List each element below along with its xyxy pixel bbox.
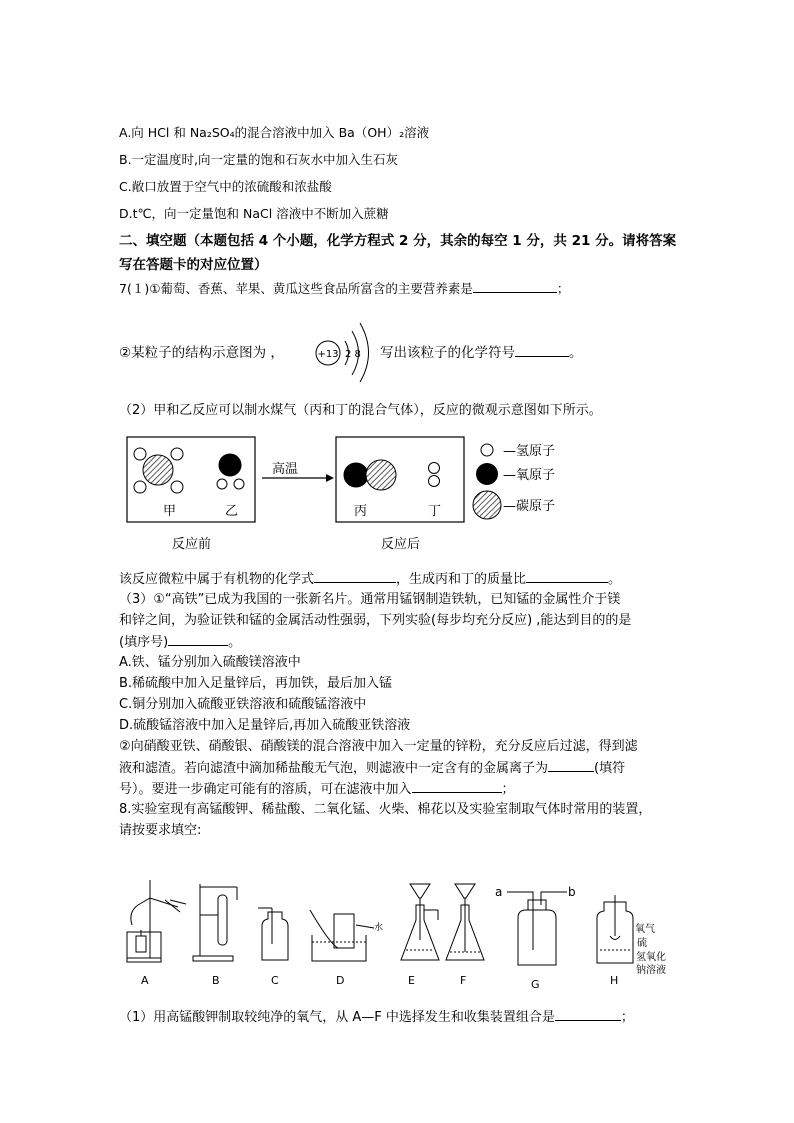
- apparatus-a: [127, 880, 186, 962]
- option-c: C.敞口放置于空气中的浓硫酸和浓盐酸: [119, 179, 332, 194]
- apparatus-g: [507, 892, 567, 965]
- q7-line5: （3）①“高铁”已成为我国的一张新名片。通常用锰钢制造铁轨，已知锰的金属性介于镁: [119, 592, 621, 607]
- label-F: F: [460, 974, 467, 987]
- q7-text: (填符: [594, 761, 626, 776]
- option-d: D.t℃，向一定量饱和 NaCl 溶液中不断加入蔗糖: [119, 206, 389, 221]
- q8-end: ；: [620, 1010, 634, 1025]
- apparatus-b: [193, 884, 237, 961]
- option-a: A.向 HCl 和 Na₂SO₄的混合溶液中加入 Ba（OH）₂溶液: [119, 125, 430, 140]
- q7-end: 。: [608, 572, 622, 587]
- legend-oxygen: —氧原子: [503, 468, 556, 483]
- q7-option-c: C.铜分别加入硫酸亚铁溶液和硫酸锰溶液中: [119, 697, 367, 712]
- label-naoh-1: 氢氧化: [636, 952, 666, 963]
- apparatus-f: [446, 884, 484, 960]
- q7-prompt: 写出该粒子的化学符号: [380, 345, 515, 361]
- q7-line8: ②向硝酸亚铁、硝酸银、硝酸镁的混合溶液中加入一定量的锌粉，充分反应后过滤，得到滤: [119, 739, 638, 754]
- q7-option-d: D.硫酸锰溶液中加入足量锌后,再加入硫酸亚铁溶液: [119, 718, 411, 733]
- label-after: 反应后: [381, 537, 421, 552]
- label-A: A: [141, 974, 149, 987]
- label-D: D: [336, 974, 345, 987]
- q7-end: ；: [501, 782, 515, 797]
- q7-text: 7(１)①葡萄、香蕉、苹果、黄瓜这些食品所富含的主要营养素是: [119, 281, 473, 296]
- arrow-label: 高温: [272, 462, 299, 477]
- q7-text: 该反应微粒中属于有机物的化学式: [119, 572, 315, 587]
- apparatus-d: [310, 910, 374, 961]
- q8-line1: 8.实验室现有高锰酸钾、稀盐酸、二氧化锰、火柴、棉花以及实验室制取气体时常用的装置，: [119, 802, 652, 817]
- section-title-line1: 二、填空题（本题包括 4 个小题，化学方程式 2 分，其余的每空 1 分，共 21 分。请将答案: [119, 233, 677, 249]
- q7-line3: （2）甲和乙反应可以制水煤气（丙和丁的混合气体），反应的微观示意图如下所示。: [119, 403, 602, 418]
- q8-line3: [119, 1008, 634, 1027]
- label-oxygen: 氧气: [635, 924, 655, 935]
- nucleus-charge: +13: [317, 349, 339, 360]
- apparatus-h: [597, 895, 633, 963]
- label-E: E: [408, 974, 415, 987]
- section-title-line2: 写在答题卡的对应位置）: [119, 257, 268, 273]
- port-a: a: [495, 885, 503, 899]
- q7-text: ，生成丙和丁的质量比: [396, 572, 527, 587]
- q7-text: (填序号): [119, 635, 169, 650]
- label-B: B: [212, 974, 220, 987]
- label-naoh-2: 钠溶液: [636, 965, 666, 976]
- port-b: b: [568, 885, 576, 899]
- q7-option-b: B.稀硫酸中加入足量锌后，再加铁，最后加入锰: [119, 676, 393, 691]
- label-bing: 丙: [354, 504, 368, 519]
- legend-hydrogen: —氢原子: [503, 444, 556, 459]
- q8-text: （1）用高锰酸钾制取较纯净的氧气，从 A—F 中选择发生和收集装置组合是: [119, 1010, 555, 1025]
- q7-end: ；: [556, 281, 570, 296]
- option-b: B.一定温度时,向一定量的饱和石灰水中加入生石灰: [119, 152, 399, 167]
- q7-end: 。: [228, 635, 242, 650]
- label-ding: 丁: [428, 504, 442, 519]
- label-before: 反应前: [172, 537, 212, 552]
- apparatus-c: [258, 908, 288, 960]
- label-water: 水: [374, 923, 384, 933]
- electron-counts: 2 8: [345, 349, 361, 360]
- label-jia: 甲: [163, 504, 177, 519]
- q7-text: 号）。要进一步确定可能有的溶质，可在滤液中加入: [119, 782, 412, 797]
- answer-blank[interactable]: [555, 1008, 621, 1021]
- q7-text: 液和滤渣。若向滤渣中滴加稀盐酸无气泡，则滤液中一定含有的金属离子为: [119, 761, 549, 776]
- q7-line6: 和锌之间，为验证铁和锰的金属活动性强弱，下列实验(每步均充分反应) ,能达到目的的是: [119, 613, 632, 628]
- label-C: C: [271, 974, 279, 987]
- label-G: G: [531, 978, 540, 991]
- label-yi: 乙: [225, 504, 239, 519]
- label-sulfur: 硫: [637, 938, 647, 949]
- legend-carbon: —碳原子: [503, 499, 556, 514]
- q7-line2-a: ②某粒子的结构示意图为 ，: [119, 345, 284, 361]
- q7-option-a: A.铁、锰分别加入硫酸镁溶液中: [119, 655, 301, 670]
- apparatus-e: [401, 884, 439, 960]
- q8-line2: 请按要求填空:: [119, 823, 202, 838]
- label-H: H: [610, 974, 619, 987]
- q7-end: 。: [569, 345, 583, 361]
